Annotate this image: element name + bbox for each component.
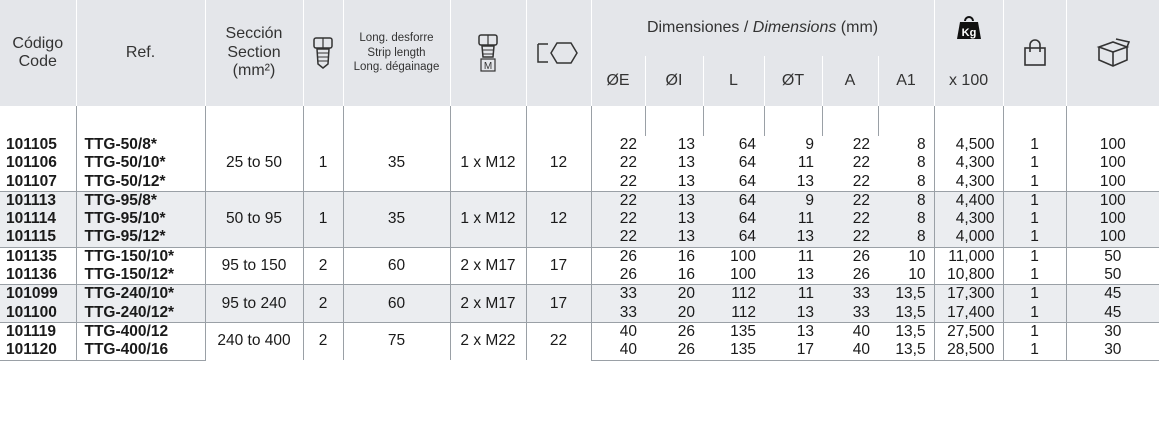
header-strip-en: Strip length <box>367 46 426 59</box>
header-strip-es: Long. desforre <box>359 31 434 44</box>
cell-box-qty: 50 <box>1066 266 1159 285</box>
cell-dim-t: 11 <box>764 210 822 228</box>
cell-code: 101105 <box>0 136 76 154</box>
header-dimensions <box>591 0 934 56</box>
cell-box-qty: 30 <box>1066 322 1159 341</box>
cell-dim-a: 22 <box>822 210 878 228</box>
cell-dim-a1: 10 <box>878 247 934 266</box>
cell-bag-qty: 1 <box>1003 191 1066 210</box>
cell-dim-e: 33 <box>591 304 645 323</box>
cell-code: 101113 <box>0 191 76 210</box>
cell-dim-t: 17 <box>764 341 822 360</box>
cell-dim-l: 64 <box>703 210 764 228</box>
cell-screws: 2 <box>303 285 343 323</box>
cell-ref: TTG-240/12* <box>76 304 205 323</box>
header-code-en: Code <box>18 53 57 70</box>
cell-ref: TTG-400/12 <box>76 322 205 341</box>
cell-dim-i: 16 <box>645 247 703 266</box>
weight-kg-icon <box>955 15 983 41</box>
header-code-es: Código <box>12 34 64 52</box>
header-dims-es: Dimensiones / <box>646 18 753 36</box>
cell-weight: 4,300 <box>934 210 1003 228</box>
cell-dim-a1: 13,5 <box>878 341 934 360</box>
cell-dim-a: 22 <box>822 136 878 154</box>
cell-section: 95 to 150 <box>205 247 303 285</box>
cell-code: 101100 <box>0 304 76 323</box>
cell-dim-l: 64 <box>703 154 764 172</box>
cell-section: 50 to 95 <box>205 191 303 247</box>
cell-box-qty: 100 <box>1066 210 1159 228</box>
cell-code: 101135 <box>0 247 76 266</box>
table-row <box>0 136 1159 154</box>
cell-bolt: 2 x M17 <box>450 247 526 285</box>
header-ref-label: Ref. <box>125 43 156 61</box>
cell-code: 101099 <box>0 285 76 304</box>
cell-dim-l: 64 <box>703 191 764 210</box>
cell-box-qty: 100 <box>1066 228 1159 247</box>
cell-dim-a1: 13,5 <box>878 285 934 304</box>
cell-dim-i: 13 <box>645 173 703 192</box>
header-dim-a1: A1 <box>878 56 934 106</box>
cell-dim-l: 112 <box>703 304 764 323</box>
cell-dim-t: 9 <box>764 191 822 210</box>
cell-strip-length: 35 <box>343 136 450 191</box>
cell-code: 101114 <box>0 210 76 228</box>
cell-dim-l: 64 <box>703 136 764 154</box>
cell-dim-i: 13 <box>645 228 703 247</box>
cell-ref: TTG-240/10* <box>76 285 205 304</box>
cell-screws: 2 <box>303 322 343 360</box>
spacer-row <box>0 106 1159 136</box>
table-row <box>0 322 1159 341</box>
cell-dim-e: 22 <box>591 154 645 172</box>
cell-hex: 17 <box>526 247 591 285</box>
cell-dim-t: 11 <box>764 154 822 172</box>
header-weight-icon-cell <box>934 0 1003 56</box>
cell-dim-a: 26 <box>822 247 878 266</box>
header-hex <box>526 0 591 106</box>
cell-dim-l: 135 <box>703 322 764 341</box>
cell-bag-qty: 1 <box>1003 210 1066 228</box>
cell-dim-a: 40 <box>822 341 878 360</box>
cell-dim-e: 26 <box>591 266 645 285</box>
bag-icon <box>1022 39 1048 67</box>
header-dim-l: L <box>703 56 764 106</box>
cell-ref: TTG-95/10* <box>76 210 205 228</box>
header-dim-i: ØI <box>645 56 703 106</box>
cell-weight: 17,300 <box>934 285 1003 304</box>
table-row <box>0 247 1159 266</box>
cell-dim-t: 13 <box>764 322 822 341</box>
cell-dim-a1: 8 <box>878 136 934 154</box>
cell-strip-length: 60 <box>343 285 450 323</box>
cell-code: 101115 <box>0 228 76 247</box>
hex-key-icon <box>534 40 584 66</box>
cell-dim-i: 26 <box>645 322 703 341</box>
cell-screws: 1 <box>303 136 343 191</box>
cell-section: 95 to 240 <box>205 285 303 323</box>
cell-box-qty: 100 <box>1066 173 1159 192</box>
cell-section: 25 to 50 <box>205 136 303 191</box>
cell-box-qty: 30 <box>1066 341 1159 360</box>
cell-dim-a: 26 <box>822 266 878 285</box>
cell-dim-a1: 8 <box>878 191 934 210</box>
cell-dim-i: 20 <box>645 285 703 304</box>
cell-code: 101107 <box>0 173 76 192</box>
header-code <box>0 0 76 106</box>
cell-bolt: 1 x M12 <box>450 136 526 191</box>
cell-strip-length: 75 <box>343 322 450 360</box>
cell-dim-a1: 10 <box>878 266 934 285</box>
cell-dim-a1: 13,5 <box>878 304 934 323</box>
table-row <box>0 191 1159 210</box>
header-screws <box>303 0 343 106</box>
cell-bag-qty: 1 <box>1003 136 1066 154</box>
cell-weight: 10,800 <box>934 266 1003 285</box>
cell-dim-t: 13 <box>764 304 822 323</box>
cell-strip-length: 35 <box>343 191 450 247</box>
cell-dim-t: 13 <box>764 266 822 285</box>
cell-weight: 4,300 <box>934 173 1003 192</box>
cell-dim-i: 13 <box>645 136 703 154</box>
cell-box-qty: 45 <box>1066 304 1159 323</box>
cell-ref: TTG-150/12* <box>76 266 205 285</box>
cell-dim-a: 33 <box>822 285 878 304</box>
cell-hex: 12 <box>526 136 591 191</box>
cell-box-qty: 100 <box>1066 154 1159 172</box>
cell-dim-i: 26 <box>645 341 703 360</box>
cell-bag-qty: 1 <box>1003 228 1066 247</box>
header-section-en: Section <box>227 43 281 61</box>
header-row-top <box>0 0 1159 56</box>
cell-dim-l: 100 <box>703 247 764 266</box>
cell-bolt: 2 x M22 <box>450 322 526 360</box>
cell-ref: TTG-95/12* <box>76 228 205 247</box>
cell-dim-e: 40 <box>591 322 645 341</box>
bolt-m-letter: M <box>483 61 493 72</box>
cell-ref: TTG-150/10* <box>76 247 205 266</box>
cell-weight: 28,500 <box>934 341 1003 360</box>
cell-bag-qty: 1 <box>1003 154 1066 172</box>
header-strip-length <box>343 0 450 106</box>
cell-dim-e: 22 <box>591 136 645 154</box>
cell-box-qty: 45 <box>1066 285 1159 304</box>
weight-kg-text: Kg <box>961 27 976 39</box>
cell-code: 101136 <box>0 266 76 285</box>
cell-weight: 11,000 <box>934 247 1003 266</box>
cell-code: 101119 <box>0 322 76 341</box>
cell-dim-a: 22 <box>822 228 878 247</box>
cell-ref: TTG-95/8* <box>76 191 205 210</box>
cell-dim-t: 13 <box>764 173 822 192</box>
cell-section: 240 to 400 <box>205 322 303 360</box>
cell-dim-e: 26 <box>591 247 645 266</box>
cell-weight: 17,400 <box>934 304 1003 323</box>
cell-dim-t: 11 <box>764 285 822 304</box>
cell-bag-qty: 1 <box>1003 266 1066 285</box>
cell-bag-qty: 1 <box>1003 285 1066 304</box>
cell-dim-e: 40 <box>591 341 645 360</box>
cell-bolt: 1 x M12 <box>450 191 526 247</box>
header-box <box>1066 0 1159 106</box>
header-section-unit: (mm²) <box>232 62 276 80</box>
table-row <box>0 285 1159 304</box>
cell-dim-e: 22 <box>591 191 645 210</box>
header-ref <box>76 0 205 106</box>
cell-hex: 17 <box>526 285 591 323</box>
cell-dim-l: 112 <box>703 285 764 304</box>
cell-ref: TTG-400/16 <box>76 341 205 360</box>
cell-dim-i: 13 <box>645 191 703 210</box>
cell-box-qty: 100 <box>1066 191 1159 210</box>
cell-dim-a: 22 <box>822 191 878 210</box>
header-section-es: Sección <box>225 25 283 43</box>
bolt-m-icon <box>475 33 501 73</box>
cell-dim-l: 135 <box>703 341 764 360</box>
cell-weight: 4,300 <box>934 154 1003 172</box>
cell-bag-qty: 1 <box>1003 173 1066 192</box>
cell-hex: 22 <box>526 322 591 360</box>
cell-dim-l: 100 <box>703 266 764 285</box>
cell-ref: TTG-50/10* <box>76 154 205 172</box>
cell-dim-t: 11 <box>764 247 822 266</box>
cell-dim-a: 40 <box>822 322 878 341</box>
cell-dim-a1: 8 <box>878 210 934 228</box>
cell-dim-a1: 8 <box>878 154 934 172</box>
cell-hex: 12 <box>526 191 591 247</box>
cell-dim-a: 33 <box>822 304 878 323</box>
cell-bag-qty: 1 <box>1003 304 1066 323</box>
cell-screws: 1 <box>303 191 343 247</box>
header-bag <box>1003 0 1066 106</box>
box-icon <box>1096 38 1130 68</box>
cell-bolt: 2 x M17 <box>450 285 526 323</box>
cell-dim-i: 13 <box>645 210 703 228</box>
header-dim-e: ØE <box>591 56 645 106</box>
cell-dim-a: 22 <box>822 154 878 172</box>
header-strip-fr: Long. dégainage <box>353 61 440 74</box>
cell-weight: 27,500 <box>934 322 1003 341</box>
cell-dim-a1: 13,5 <box>878 322 934 341</box>
cell-dim-l: 64 <box>703 173 764 192</box>
cell-ref: TTG-50/8* <box>76 136 205 154</box>
cell-code: 101106 <box>0 154 76 172</box>
cell-box-qty: 100 <box>1066 136 1159 154</box>
cell-dim-e: 22 <box>591 173 645 192</box>
cell-code: 101120 <box>0 341 76 360</box>
cell-dim-e: 22 <box>591 228 645 247</box>
header-dim-a: A <box>822 56 878 106</box>
cell-dim-a: 22 <box>822 173 878 192</box>
cell-dim-a1: 8 <box>878 228 934 247</box>
cell-dim-a1: 8 <box>878 173 934 192</box>
cell-dim-i: 13 <box>645 154 703 172</box>
cell-weight: 4,000 <box>934 228 1003 247</box>
cell-dim-i: 20 <box>645 304 703 323</box>
table-body <box>0 106 1159 360</box>
cell-weight: 4,400 <box>934 191 1003 210</box>
cell-weight: 4,500 <box>934 136 1003 154</box>
cell-screws: 2 <box>303 247 343 285</box>
cell-dim-l: 64 <box>703 228 764 247</box>
cell-dim-t: 13 <box>764 228 822 247</box>
cell-bag-qty: 1 <box>1003 341 1066 360</box>
cell-dim-e: 33 <box>591 285 645 304</box>
header-weight-unit: x 100 <box>934 56 1003 106</box>
cell-dim-t: 9 <box>764 136 822 154</box>
cell-dim-i: 16 <box>645 266 703 285</box>
cell-strip-length: 60 <box>343 247 450 285</box>
cell-bag-qty: 1 <box>1003 322 1066 341</box>
header-bolt <box>450 0 526 106</box>
screw-head-icon <box>312 36 334 70</box>
header-dims-en: Dimensions <box>752 18 837 36</box>
cell-bag-qty: 1 <box>1003 247 1066 266</box>
header-section <box>205 0 303 106</box>
cell-dim-e: 22 <box>591 210 645 228</box>
header-dim-t: ØT <box>764 56 822 106</box>
header-dims-unit: (mm) <box>836 18 879 36</box>
cell-box-qty: 50 <box>1066 247 1159 266</box>
cell-ref: TTG-50/12* <box>76 173 205 192</box>
